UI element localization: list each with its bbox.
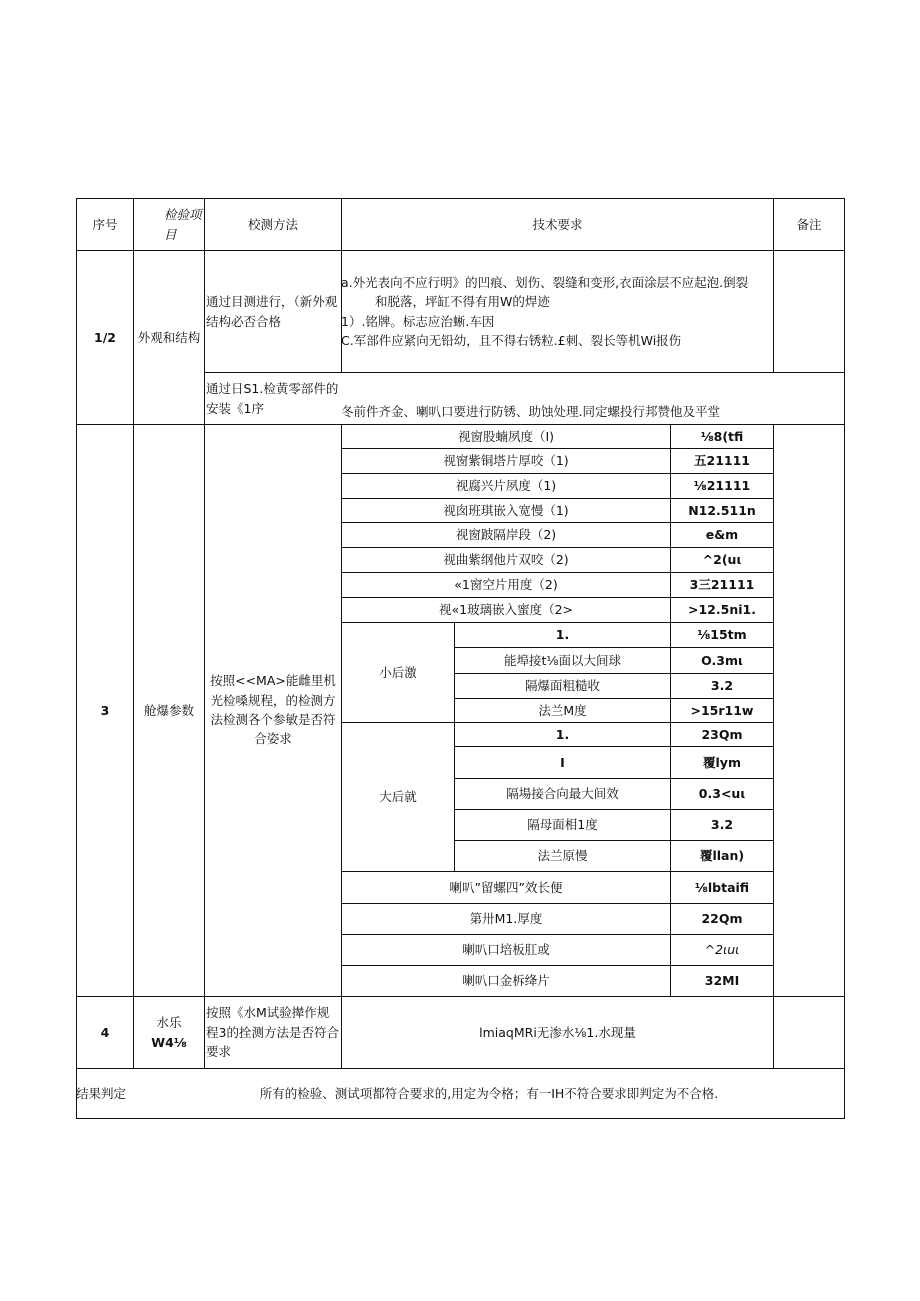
row4-item — [134, 997, 204, 1068]
small-cavity-name: 能埠接t⅛面以大间球 — [503, 652, 622, 668]
requirement-line: C.军部件应紧向无铅幼，且不得右锈粒.£刺、裂长等机Wi报伤 — [341, 332, 682, 348]
large-cavity-name: 法兰原慢 — [537, 848, 588, 864]
param-name: 视窗跛隔岸段（2) — [455, 527, 557, 543]
param-name: 视囱班琪嵌入宽慢（1) — [443, 502, 569, 518]
large-cavity-value: 23Qm — [701, 726, 743, 742]
row12-seq: 1/2 — [94, 329, 116, 345]
param-name: «1窗空片用度（2) — [454, 577, 558, 593]
small-cavity-name: 1. — [555, 627, 570, 643]
large-cavity-value: 0.3<uι — [698, 786, 746, 802]
horn-value: ^2ιuι — [704, 942, 740, 958]
small-cavity-name: 隔爆面粗糙收 — [524, 678, 600, 694]
row4-method: 按照《水M试验撵作规程3的拴测方法是否符合要求 — [206, 1005, 339, 1060]
row4-seq: 4 — [100, 1024, 110, 1040]
small-cavity-name: 法兰M度 — [538, 702, 587, 718]
horn-name: 喇叭”留螺四”效长便 — [449, 879, 563, 895]
large-cavity-name: 隔母面相1度 — [527, 817, 598, 833]
table-border-right — [844, 198, 845, 1119]
param-value: 3三21111 — [689, 577, 755, 593]
horn-value: ⅛lbtaifi — [694, 879, 750, 895]
param-name: 视窗股蝻夙度（I) — [457, 428, 555, 444]
result-text: 所有的检验、测试项都符合要求的,用定为令格；有一IH不符合要求即判定为不合格. — [259, 1085, 719, 1101]
large-cavity-label: 大后就 — [379, 789, 417, 805]
param-name: 视«1玻璃嵌入蜜度（2> — [438, 602, 574, 618]
header-seq: 序号 — [92, 216, 118, 232]
header-requirement: 技术要求 — [532, 216, 583, 232]
row12-method-2: 通过日S1.检黄零部件的安装《1序 — [206, 381, 339, 416]
row12-requirement-1 — [341, 251, 773, 372]
param-name: 视腐兴片夙度（1) — [455, 478, 557, 494]
row12-item: 外观和结构 — [137, 329, 201, 345]
row4-item-line2: W4⅛ — [151, 1034, 187, 1050]
large-cavity-value: 3.2 — [710, 817, 734, 833]
small-cavity-value: 3.2 — [710, 678, 734, 694]
large-cavity-name: I — [560, 754, 565, 770]
param-value: e&m — [705, 527, 739, 543]
large-cavity-name: 1. — [555, 726, 570, 742]
header-remark: 备注 — [796, 216, 822, 232]
header-method: 校测方法 — [247, 216, 298, 232]
header-item: 检验项目 — [164, 207, 202, 242]
horn-name: 喇叭口培板肛或 — [462, 942, 550, 958]
large-cavity-name: 隔場接合向最大间效 — [506, 786, 619, 802]
large-cavity-value: 覆llan) — [699, 848, 745, 864]
small-cavity-value: >15r11w — [690, 702, 754, 718]
row4-item-line1: 水乐 — [156, 1015, 182, 1031]
param-value: ⅛8(tfi — [700, 428, 744, 444]
horn-name: 第卅M1.厚度 — [469, 911, 543, 927]
row4-requirement: lmiaqMRi无渗水⅛1.水现量 — [479, 1024, 636, 1040]
param-name: 视窗紫铜塔片厚咬（1) — [443, 453, 569, 469]
requirement-line: 和脱落，坪缸不得有用W的焊迹 — [375, 294, 550, 310]
small-cavity-label: 小后激 — [379, 664, 417, 680]
requirement-line: a.外光表向不应行明》的凹痕、划伤、裂缝和变形,衣面涂层不应起泡.倒裂 — [341, 274, 749, 290]
result-label: 结果判定 — [76, 1085, 127, 1101]
param-value: ^2(uι — [702, 552, 742, 568]
small-cavity-value: O.3mι — [701, 652, 743, 668]
row12-requirement-2: 冬前件齐金、喇叭口要进行防锈、助蚀处理.同定螺投行邦赞他及平堂 — [341, 404, 720, 420]
requirement-line: 1）.铭牌。标志应治蜥.车因 — [341, 313, 495, 329]
large-cavity-value: 覆lym — [703, 754, 741, 770]
row3-item: 舱爆参数 — [143, 702, 194, 718]
param-value: N12.511n — [688, 502, 756, 518]
row3-method: 按照<<MA>能雌里机光检嗓规程，的检测方法检测各个参敏是否符合姿求 — [210, 673, 336, 747]
param-name: 视曲紫纲他片双咬（2) — [443, 552, 569, 568]
horn-name: 喇叭口金柝绛片 — [462, 973, 550, 989]
row12-method-1: 通过目测进行，（新外观结构必否合格 — [206, 294, 338, 329]
param-value: >12.5ni1. — [688, 602, 756, 618]
row3-seq: 3 — [100, 702, 110, 718]
small-cavity-value: ⅛15tm — [697, 627, 747, 643]
horn-value: 32MI — [704, 973, 740, 989]
param-value: 五21111 — [694, 453, 750, 469]
table-border-bottom — [76, 1118, 845, 1119]
param-value: ⅛21111 — [693, 478, 751, 494]
horn-value: 22Qm — [701, 911, 743, 927]
